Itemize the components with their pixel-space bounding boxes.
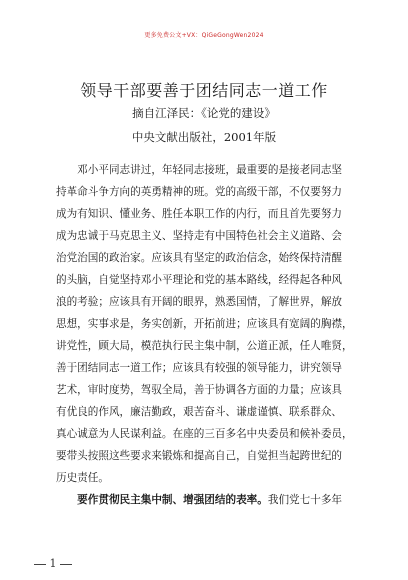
bold-heading-text: 要作贯彻民主集中制、增强团结的表率。: [56, 494, 268, 506]
source-publisher: 中央文献出版社，2001年版: [131, 130, 277, 144]
body-line: 讲党性，顾大局，模范执行民主集中制，公道正派，任人唯贤，: [56, 340, 353, 352]
body-line: 要带头按照这些要求来锻炼和提高自己，自觉担当起跨世纪的: [56, 450, 343, 462]
page-number: 1: [49, 557, 57, 570]
source-excerpt: 摘自江泽民：《论党的建设》: [132, 106, 276, 120]
body-line: 思想，实事求是，务实创新，开拓前进；应该具有宽阔的胸襟，: [56, 318, 353, 330]
promo-banner: 更多免费公文+VX：QiGeGongWen2024: [144, 32, 264, 39]
body-line: 真心诚意为人民谋利益。在座的三百多名中央委员和候补委员，: [56, 428, 353, 440]
body-line: 治党治国的政治家。应该具有坚定的政治信念，始终保持清醒: [56, 252, 343, 264]
body-line: 持革命斗争方向的英勇精神的班。党的高级干部，不仅要努力: [56, 186, 343, 198]
footer-dash-right: [60, 564, 72, 565]
body-text: [56, 159, 358, 511]
footer-dash-left: [34, 564, 46, 565]
body-line: 的头脑，自觉坚持邓小平理论和党的基本路线，经得起各种风: [56, 274, 343, 286]
body-line: 成为有知识、懂业务、胜任本职工作的内行，而且首先要努力: [56, 208, 343, 220]
page-footer: [34, 557, 72, 570]
body-line: 艺术，审时度势，驾驭全局，善于协调各方面的力量；应该具: [56, 384, 343, 396]
body-line-tail: 我们党七十多年: [267, 494, 343, 506]
body-line: 邓小平同志讲过，年轻同志接班，最重要的是接老同志坚: [56, 164, 343, 176]
page-title: 领导干部要善于团结同志一道工作: [80, 81, 328, 100]
body-line: 善于团结同志一道工作；应该具有较强的领导能力，讲究领导: [56, 362, 343, 374]
body-line: 浪的考验；应该具有开阔的眼界，熟悉国情，了解世界，解放: [56, 296, 343, 308]
body-line: 有优良的作风，廉洁勤政，艰苦奋斗、谦虚谨慎、联系群众、: [56, 406, 343, 418]
body-line: 历史责任。: [56, 472, 109, 484]
body-line-last: [56, 489, 358, 511]
body-line: 成为忠诚于马克思主义、坚持走有中国特色社会主义道路、会: [56, 230, 343, 242]
